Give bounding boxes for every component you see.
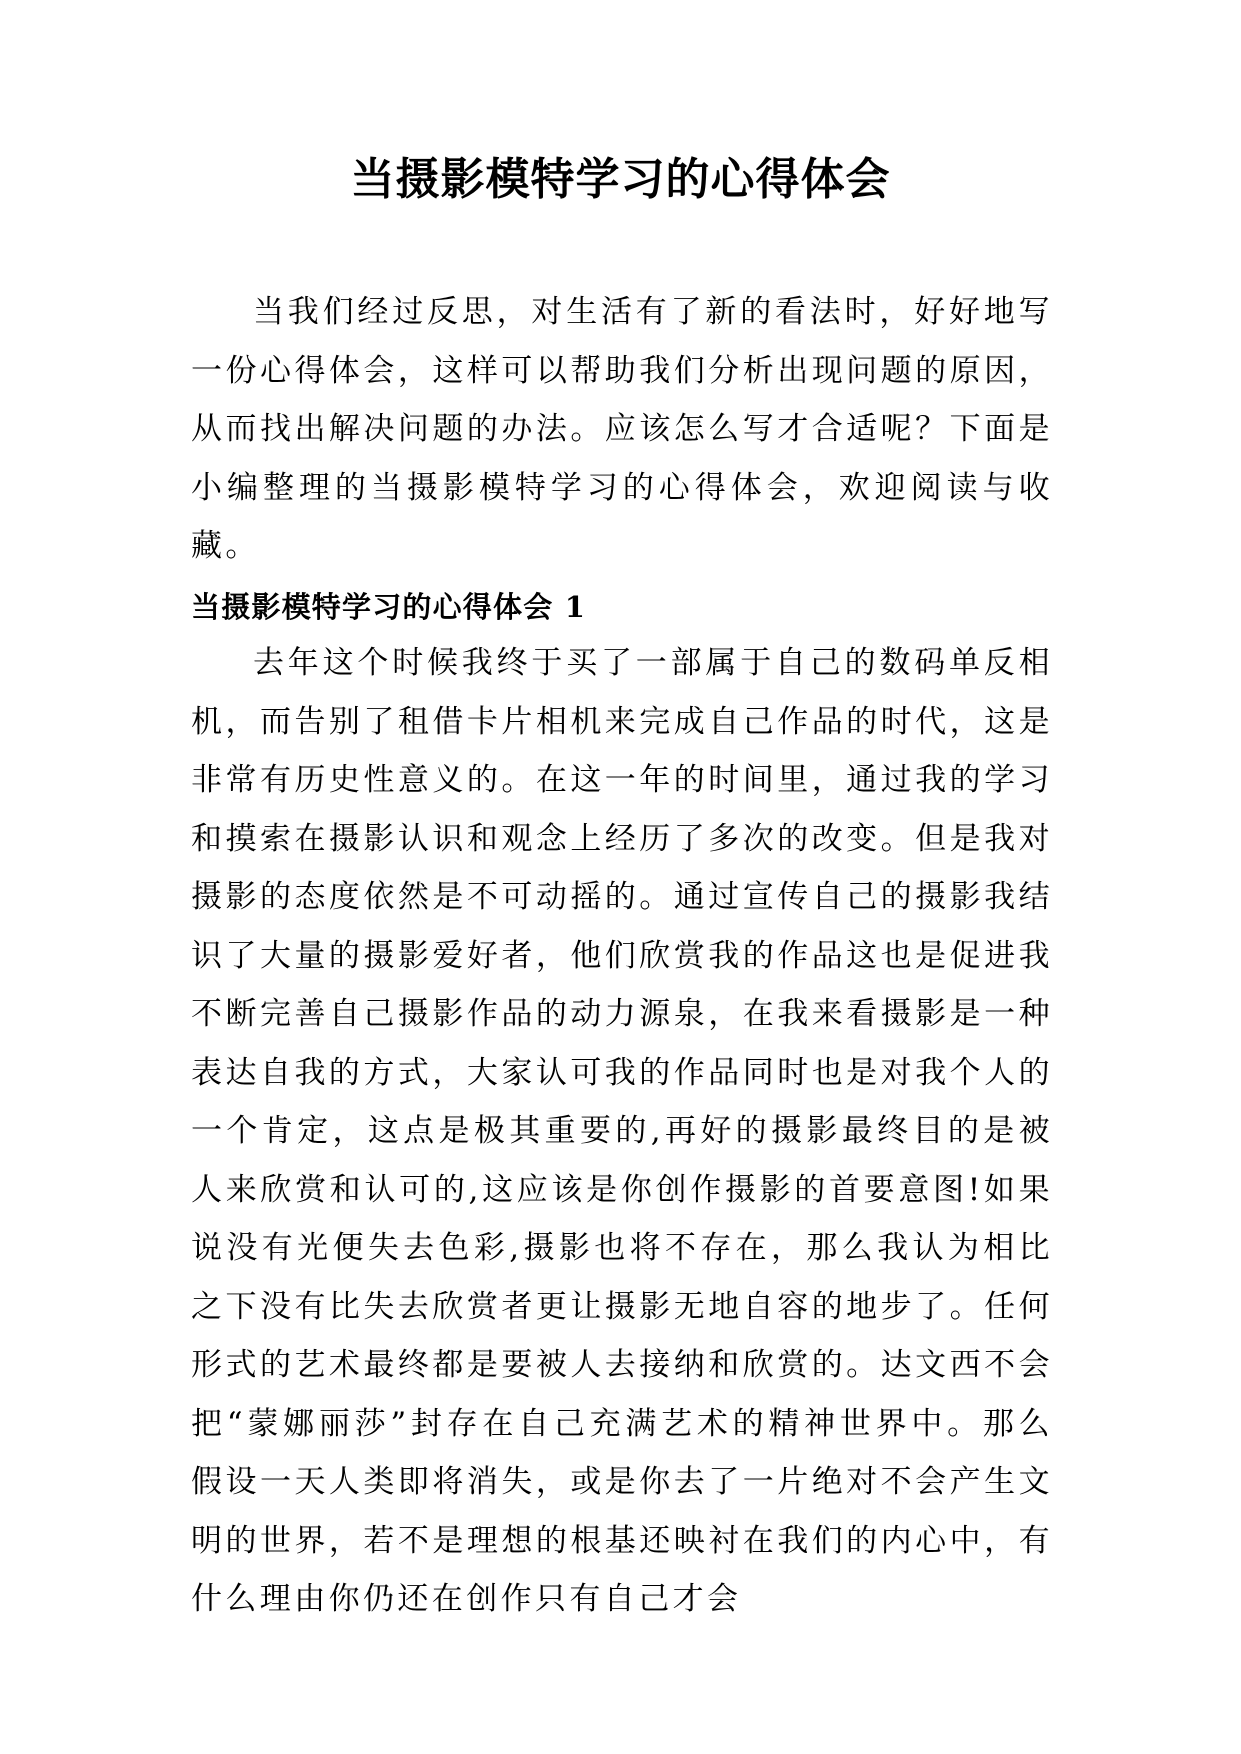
intro-paragraph: 当我们经过反思，对生活有了新的看法时，好好地写一份心得体会，这样可以帮助我们分析出现问题的原因，从而找出解决问题的办法。应该怎么写才合适呢？下面是小编整理的当摄影模特学习的心得体会，欢迎阅读与收藏。 [191, 294, 1053, 564]
section-body-paragraph: 去年这个时候我终于买了一部属于自己的数码单反相机，而告别了租借卡片相机来完成自己作品的时代，这是非常有历史性意义的。在这一年的时间里，通过我的学习和摸索在摄影认识和观念上经历了多次的改变。但是我对摄影的态度依然是不可动摇的。通过宣传自己的摄影我结识了大量的摄影爱好者，他们欣赏我的作品这也是促进我不断完善自己摄影作品的动力源泉，在我来看摄影是一种表达自我的方式，大家认可我的作品同时也是对我个人的一个肯定，这点是极其重要的,再好的摄影最终目的是被人来欣赏和认可的,这应该是你创作摄影的首要意图!如果说没有光便失去色彩,摄影也将不存在，那么我认为相比之下没有比失去欣赏者更让摄影无地自容的地步了。任何形式的艺术最终都是要被人去接纳和欣赏的。达文西不会把“蒙娜丽莎”封存在自己充满艺术的精神世界中。那么假设一天人类即将消失，或是你去了一片绝对不会产生文明的世界，若不是理想的根基还映衬在我们的内心中，有什么理由你仍还在创作只有自己才会 [191, 645, 1053, 1617]
document-title: 当摄影模特学习的心得体会 [350, 154, 891, 205]
section-heading: 当摄影模特学习的心得体会 1 [191, 590, 587, 624]
